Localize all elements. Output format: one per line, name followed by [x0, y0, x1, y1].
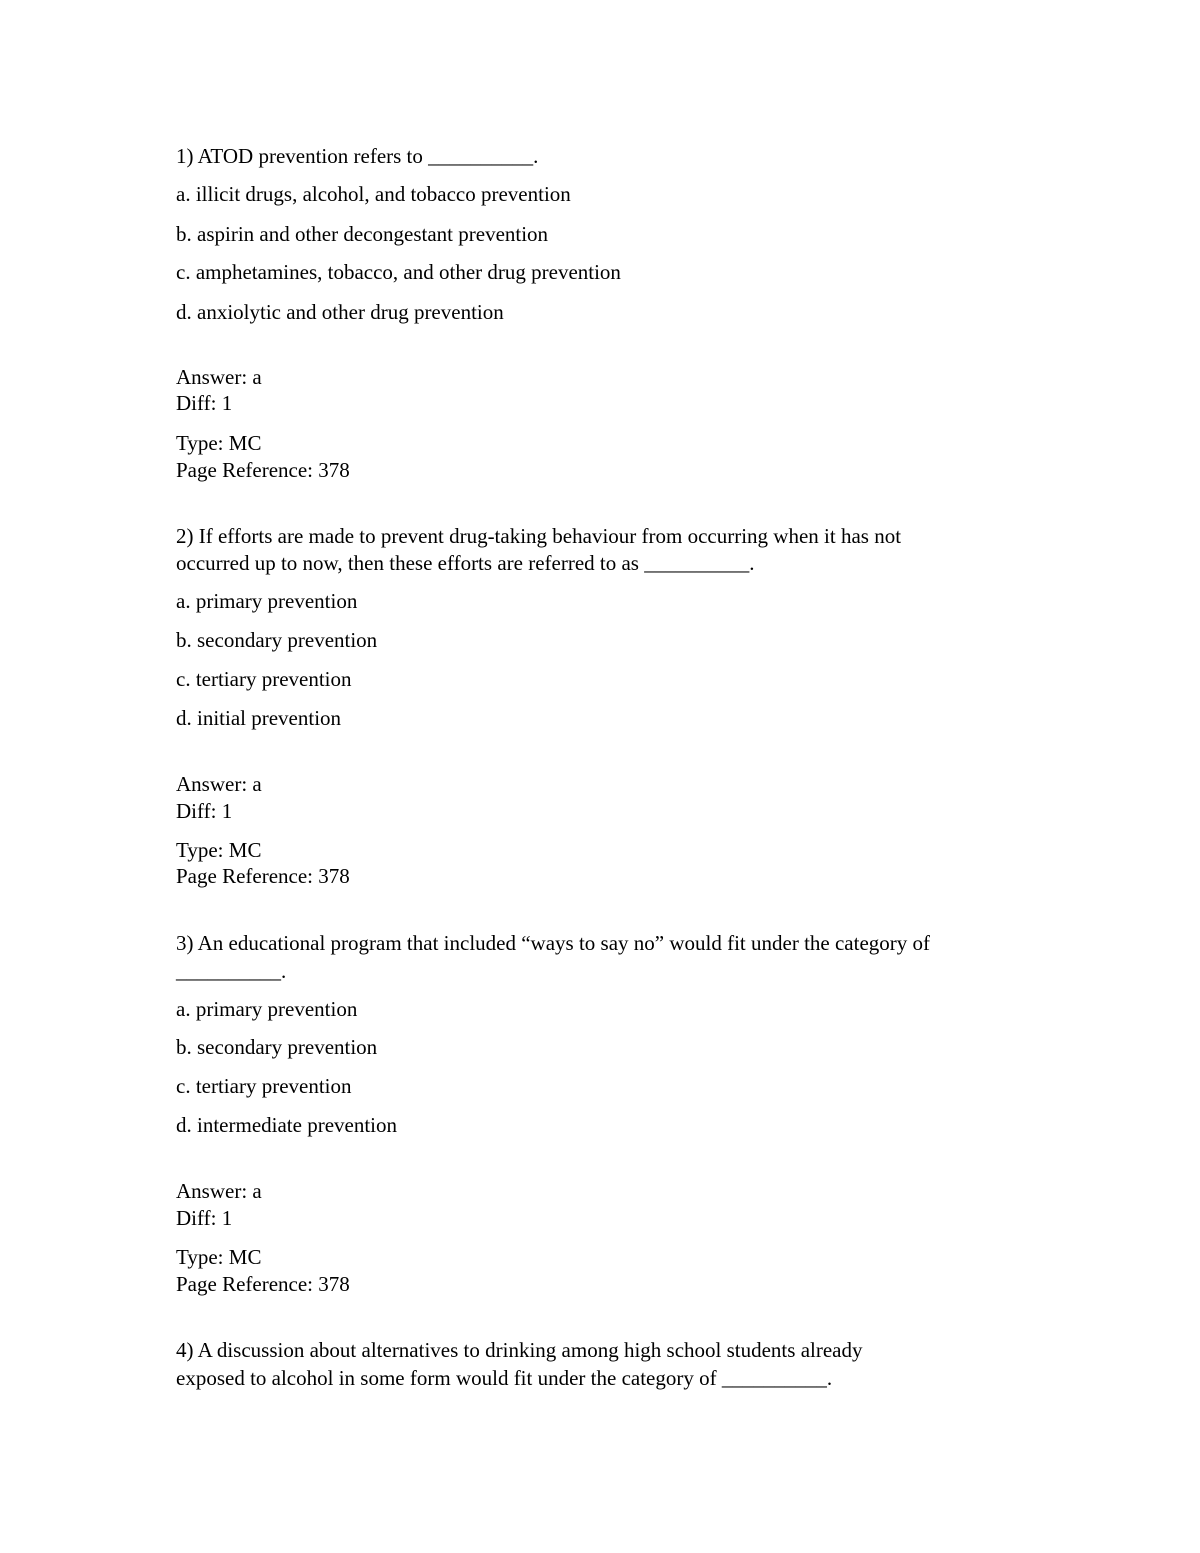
question-3-page-reference: Page Reference: 378: [176, 1272, 350, 1296]
question-1-prompt-line-1: 1) ATOD prevention refers to __________.: [176, 144, 539, 168]
document-page: [176, 0, 1056, 1553]
question-2-option-a: a. primary prevention: [176, 589, 358, 613]
question-3-option-d: d. intermediate prevention: [176, 1113, 398, 1137]
question-1-option-c: c. amphetamines, tobacco, and other drug prevention: [176, 260, 621, 284]
question-2-option-d: d. initial prevention: [176, 706, 342, 730]
question-4-prompt-line-1: 4) A discussion about alternatives to drinking among high school students already: [176, 1338, 863, 1362]
question-2-prompt-line-2: occurred up to now, then these efforts are referred to as __________.: [176, 551, 755, 575]
question-3-option-b: b. secondary prevention: [176, 1035, 378, 1059]
question-1-page-reference: Page Reference: 378: [176, 458, 350, 482]
question-1-answer: Answer: a: [176, 365, 262, 389]
question-2-option-c: c. tertiary prevention: [176, 667, 352, 691]
question-2-prompt-line-1: 2) If efforts are made to prevent drug-taking behaviour from occurring when it has not: [176, 524, 902, 548]
question-3-prompt-line-1: 3) An educational program that included “ways to say no” would fit under the category of: [176, 931, 931, 955]
question-2-page-reference: Page Reference: 378: [176, 864, 350, 888]
question-3-option-a: a. primary prevention: [176, 997, 358, 1021]
question-2-type: Type: MC: [176, 838, 262, 862]
question-4-prompt-line-2: exposed to alcohol in some form would fit under the category of __________.: [176, 1366, 833, 1390]
question-3-answer: Answer: a: [176, 1179, 262, 1203]
question-2-answer: Answer: a: [176, 772, 262, 796]
question-2-option-b: b. secondary prevention: [176, 628, 378, 652]
question-3-diff: Diff: 1: [176, 1206, 233, 1230]
question-3-type: Type: MC: [176, 1245, 262, 1269]
question-1-type: Type: MC: [176, 431, 262, 455]
question-3-option-c: c. tertiary prevention: [176, 1074, 352, 1098]
question-1-diff: Diff: 1: [176, 391, 233, 415]
question-2-diff: Diff: 1: [176, 799, 233, 823]
question-3-prompt-line-2: __________.: [176, 959, 287, 983]
question-1-option-d: d. anxiolytic and other drug prevention: [176, 300, 504, 324]
question-1-option-a: a. illicit drugs, alcohol, and tobacco prevention: [176, 182, 571, 206]
question-1-option-b: b. aspirin and other decongestant prevention: [176, 222, 549, 246]
